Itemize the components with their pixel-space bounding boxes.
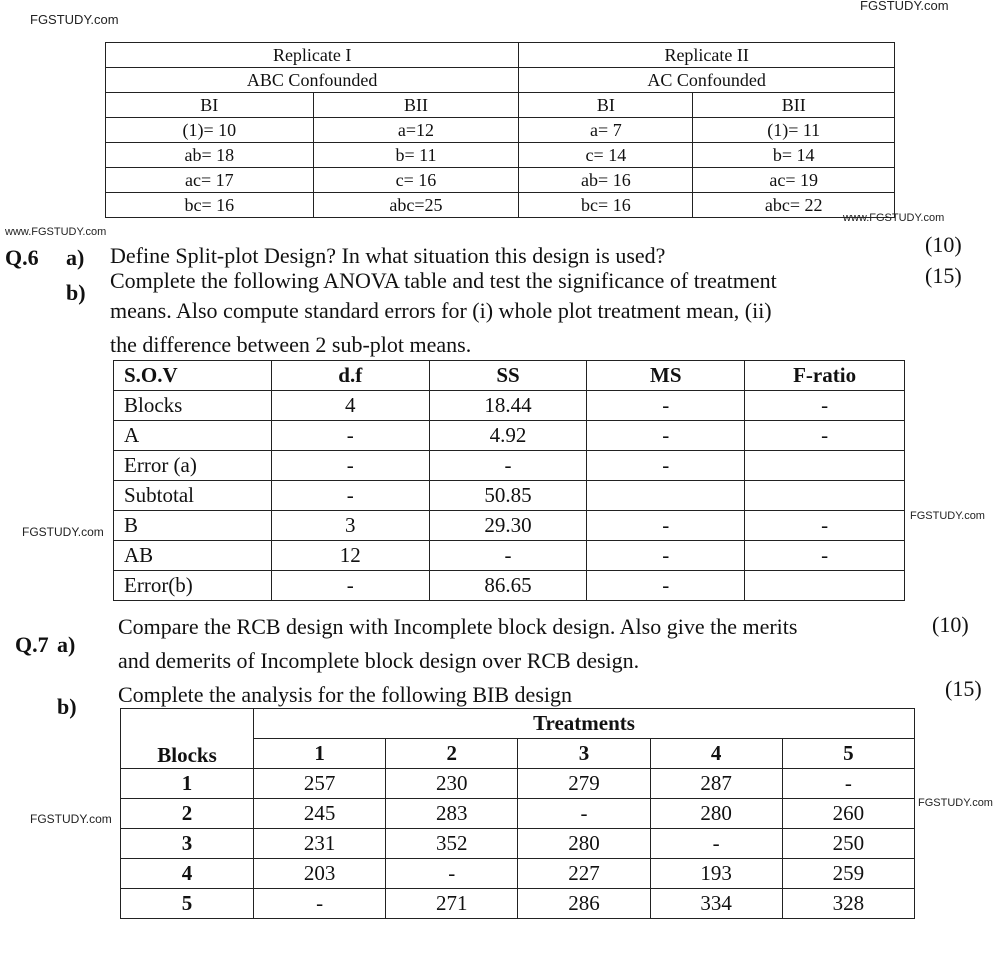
treatment-cell: ab= 16 — [519, 168, 693, 193]
yield-cell: 271 — [386, 889, 518, 919]
column-header: MS — [587, 361, 745, 391]
q7-number: Q.7 — [15, 632, 49, 657]
value-cell: 50.85 — [429, 481, 587, 511]
q7a-text: Compare the RCB design with Incomplete block design. Also give the merits — [118, 614, 798, 639]
treatment-cell: ac= 17 — [106, 168, 314, 193]
bib-row — [121, 859, 915, 889]
anova-row — [114, 451, 905, 481]
watermark: FGSTUDY.com — [30, 812, 112, 826]
value-cell: 3 — [271, 511, 429, 541]
yield-cell: - — [650, 829, 782, 859]
q6b-text: the difference between 2 sub-plot means. — [110, 332, 472, 357]
yield-cell: 231 — [254, 829, 386, 859]
source-cell: AB — [114, 541, 272, 571]
block-label: 3 — [121, 829, 254, 859]
source-cell: Blocks — [114, 391, 272, 421]
value-cell: - — [587, 541, 745, 571]
value-cell: - — [271, 451, 429, 481]
treatment-header: 5 — [782, 739, 914, 769]
value-cell: 12 — [271, 541, 429, 571]
confounded-label: ABC Confounded — [106, 68, 519, 93]
yield-cell: 193 — [650, 859, 782, 889]
anova-row — [114, 481, 905, 511]
anova-row — [114, 571, 905, 601]
treatment-cell: c= 16 — [313, 168, 519, 193]
value-cell — [745, 451, 905, 481]
watermark: www.FGSTUDY.com — [5, 226, 107, 238]
treatment-cell: a=12 — [313, 118, 519, 143]
source-cell: B — [114, 511, 272, 541]
yield-cell: 203 — [254, 859, 386, 889]
block-header: BII — [693, 93, 895, 118]
block-label: 1 — [121, 769, 254, 799]
treatment-cell: b= 11 — [313, 143, 519, 168]
q6a-marks: (10) — [925, 232, 962, 257]
q6a-label: a) — [66, 245, 85, 270]
block-header: BII — [313, 93, 519, 118]
column-header: F-ratio — [745, 361, 905, 391]
treatment-cell: (1)= 11 — [693, 118, 895, 143]
yield-cell: 250 — [782, 829, 914, 859]
value-cell: - — [745, 511, 905, 541]
source-cell: Subtotal — [114, 481, 272, 511]
treatment-header: 3 — [518, 739, 650, 769]
value-cell: - — [745, 391, 905, 421]
column-header: d.f — [271, 361, 429, 391]
value-cell: - — [429, 451, 587, 481]
bib-row — [121, 889, 915, 919]
treatment-cell: abc=25 — [313, 193, 519, 218]
bib-row — [121, 799, 915, 829]
table-row — [106, 118, 895, 143]
q6b-label: b) — [66, 280, 86, 305]
anova-row — [114, 421, 905, 451]
replicate-1-header: Replicate I — [106, 43, 519, 68]
value-cell: 29.30 — [429, 511, 587, 541]
table-row — [106, 193, 895, 218]
value-cell: 86.65 — [429, 571, 587, 601]
yield-cell: 280 — [650, 799, 782, 829]
watermark: FGSTUDY.com — [30, 12, 119, 27]
q6b-marks: (15) — [925, 263, 962, 288]
q6b-text: Complete the following ANOVA table and test the significance of treatment — [110, 268, 777, 293]
yield-cell: 286 — [518, 889, 650, 919]
treatment-cell: abc= 22 — [693, 193, 895, 218]
value-cell: - — [587, 391, 745, 421]
treatments-header: Treatments — [254, 709, 915, 739]
yield-cell: - — [254, 889, 386, 919]
bib-row — [121, 769, 915, 799]
q6a-text: Define Split-plot Design? In what situation this design is used? — [110, 243, 666, 268]
watermark: FGSTUDY.com — [918, 797, 993, 809]
anova-row — [114, 391, 905, 421]
block-label: 4 — [121, 859, 254, 889]
yield-cell: 227 — [518, 859, 650, 889]
treatment-cell: bc= 16 — [519, 193, 693, 218]
yield-cell: 257 — [254, 769, 386, 799]
value-cell: - — [271, 571, 429, 601]
yield-cell: 280 — [518, 829, 650, 859]
blocks-header: Blocks — [121, 709, 254, 769]
value-cell: - — [745, 421, 905, 451]
yield-cell: 283 — [386, 799, 518, 829]
treatment-cell: b= 14 — [693, 143, 895, 168]
replicate-2-header: Replicate II — [519, 43, 895, 68]
anova-row — [114, 511, 905, 541]
treatment-cell: a= 7 — [519, 118, 693, 143]
source-cell: A — [114, 421, 272, 451]
yield-cell: 260 — [782, 799, 914, 829]
value-cell: - — [587, 511, 745, 541]
value-cell: - — [587, 421, 745, 451]
yield-cell: - — [782, 769, 914, 799]
value-cell: 18.44 — [429, 391, 587, 421]
yield-cell: - — [386, 859, 518, 889]
anova-table — [113, 360, 905, 601]
q7b-label: b) — [57, 694, 77, 719]
bib-table — [120, 708, 915, 919]
treatment-header: 1 — [254, 739, 386, 769]
block-header: BI — [519, 93, 693, 118]
block-label: 2 — [121, 799, 254, 829]
column-header: S.O.V — [114, 361, 272, 391]
treatment-header: 2 — [386, 739, 518, 769]
value-cell: - — [745, 541, 905, 571]
watermark: FGSTUDY.com — [860, 0, 949, 13]
treatment-header: 4 — [650, 739, 782, 769]
confounding-table — [105, 42, 895, 218]
q7a-label: a) — [57, 632, 76, 657]
anova-row — [114, 541, 905, 571]
yield-cell: 328 — [782, 889, 914, 919]
confounded-label: AC Confounded — [519, 68, 895, 93]
value-cell: - — [587, 451, 745, 481]
value-cell: - — [271, 421, 429, 451]
value-cell: - — [429, 541, 587, 571]
value-cell: - — [271, 481, 429, 511]
block-label: 5 — [121, 889, 254, 919]
yield-cell: 279 — [518, 769, 650, 799]
watermark: FGSTUDY.com — [22, 525, 104, 539]
treatment-cell: (1)= 10 — [106, 118, 314, 143]
treatment-cell: bc= 16 — [106, 193, 314, 218]
column-header: SS — [429, 361, 587, 391]
yield-cell: 259 — [782, 859, 914, 889]
value-cell: 4.92 — [429, 421, 587, 451]
value-cell — [587, 481, 745, 511]
treatment-cell: ac= 19 — [693, 168, 895, 193]
value-cell: - — [587, 571, 745, 601]
yield-cell: 245 — [254, 799, 386, 829]
watermark: www.FGSTUDY.com — [843, 212, 945, 224]
yield-cell: 230 — [386, 769, 518, 799]
q7a-marks: (10) — [932, 612, 969, 637]
value-cell — [745, 571, 905, 601]
treatment-cell: ab= 18 — [106, 143, 314, 168]
table-row — [106, 143, 895, 168]
block-header: BI — [106, 93, 314, 118]
treatment-cell: c= 14 — [519, 143, 693, 168]
source-cell: Error (a) — [114, 451, 272, 481]
q7a-text: and demerits of Incomplete block design over RCB design. — [118, 648, 640, 673]
table-row — [106, 168, 895, 193]
q6b-text: means. Also compute standard errors for (i) whole plot treatment mean, (ii) — [110, 298, 772, 323]
yield-cell: - — [518, 799, 650, 829]
yield-cell: 287 — [650, 769, 782, 799]
value-cell — [745, 481, 905, 511]
value-cell: 4 — [271, 391, 429, 421]
source-cell: Error(b) — [114, 571, 272, 601]
yield-cell: 334 — [650, 889, 782, 919]
bib-row — [121, 829, 915, 859]
q7b-text: Complete the analysis for the following BIB design — [118, 682, 572, 707]
watermark: FGSTUDY.com — [910, 510, 985, 522]
q7b-marks: (15) — [945, 676, 982, 701]
yield-cell: 352 — [386, 829, 518, 859]
q6-number: Q.6 — [5, 245, 39, 270]
